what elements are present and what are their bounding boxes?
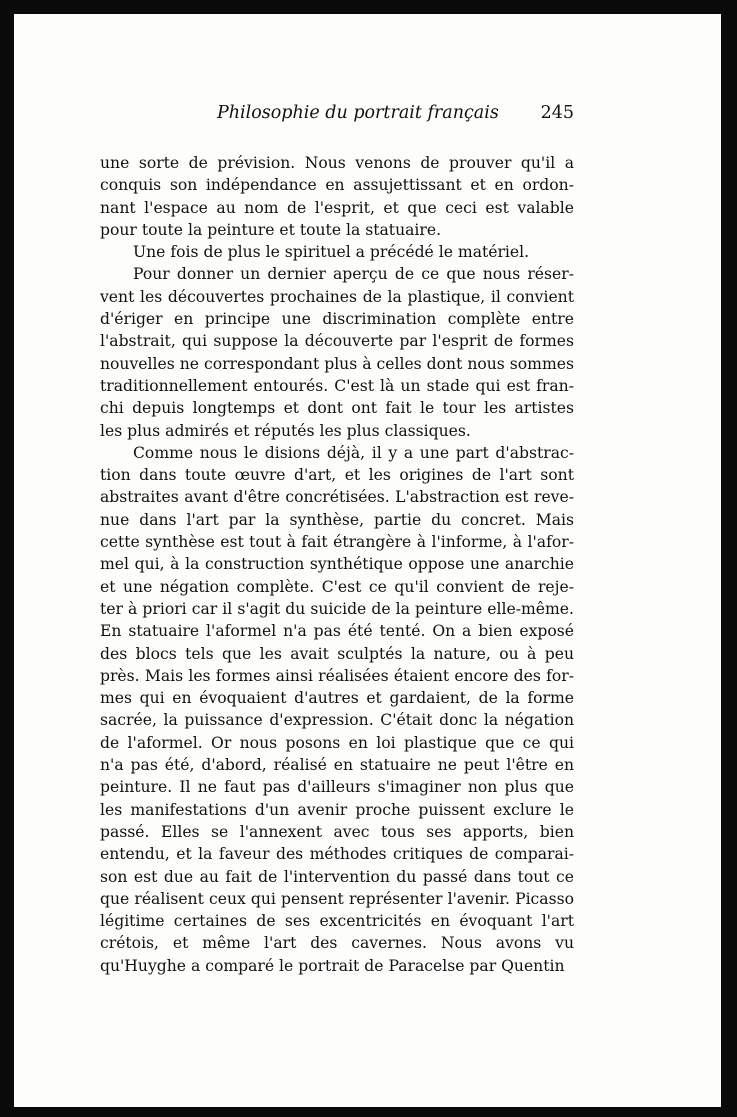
paragraph: [100, 152, 574, 241]
scan-border-bottom: [0, 1107, 737, 1117]
text-line: mes qui en évoquaient d'autres et gardaient, de la forme: [100, 689, 574, 708]
paragraph: [100, 241, 574, 263]
text-line: abstraites avant d'être concrétisées. L'abstraction est reve-: [100, 488, 574, 507]
text-line: que réalisent ceux qui pensent représenter l'avenir. Picasso: [100, 889, 574, 908]
text-line: nouvelles ne correspondant plus à celles dont nous sommes: [100, 354, 574, 373]
text-line: des blocs tels que les avait sculptés la nature, ou à peu: [100, 644, 574, 663]
text-line: nue dans l'art par la synthèse, partie du concret. Mais: [100, 510, 574, 529]
scan-border-left: [0, 0, 14, 1117]
text-line: une sorte de prévision. Nous venons de prouver qu'il a: [100, 154, 574, 172]
running-head: [100, 103, 574, 127]
text-line: traditionnellement entourés. C'est là un stade qui est fran-: [100, 376, 574, 395]
scan-border-top: [0, 0, 737, 14]
text-line: et une négation complète. C'est ce qu'il convient de reje-: [100, 577, 574, 596]
text-line: qu'Huyghe a comparé le portrait de Paracelse par Quentin: [100, 956, 565, 975]
text-line: sacrée, la puissance d'expression. C'était donc la négation: [100, 711, 574, 730]
text-line: les manifestations d'un avenir proche puissent exclure le: [100, 800, 574, 819]
text-line: vent les découvertes prochaines de la plastique, il convient: [100, 287, 574, 306]
text-line: mel qui, à la construction synthétique oppose une anarchie: [100, 555, 574, 574]
text-line: près. Mais les formes ainsi réalisées étaient encore des for-: [100, 666, 574, 685]
text-line: Une fois de plus le spirituel a précédé le matériel.: [133, 243, 530, 262]
text-line: tion dans toute œuvre d'art, et les origines de l'art sont: [100, 466, 574, 485]
text-line: cette synthèse est tout à fait étrangère à l'informe, à l'afor-: [100, 533, 574, 552]
text-line: d'ériger en principe une discrimination complète entre: [100, 310, 574, 329]
text-line: En statuaire l'aformel n'a pas été tenté. On a bien exposé: [100, 622, 574, 641]
text-line: nant l'espace au nom de l'esprit, et que ceci est valable: [100, 198, 574, 217]
text-line: Pour donner un dernier aperçu de ce que nous réser-: [133, 265, 574, 284]
paragraph: [100, 263, 574, 441]
text-line: Comme nous le disions déjà, il y a une part d'abstrac-: [133, 443, 574, 462]
text-line: de l'aformel. Or nous posons en loi plastique que ce qui: [100, 733, 574, 752]
text-line: pour toute la peinture et toute la statuaire.: [100, 220, 442, 239]
page-number: 245: [540, 103, 574, 123]
text-line: les plus admirés et réputés les plus classiques.: [100, 421, 471, 440]
body-text: [100, 152, 574, 977]
running-head-title: Philosophie du portrait français: [217, 103, 499, 123]
text-line: ter à priori car il s'agit du suicide de la peinture elle-même.: [100, 599, 574, 618]
text-line: l'abstrait, qui suppose la découverte par l'esprit de formes: [100, 332, 574, 351]
text-line: crétois, et même l'art des cavernes. Nous avons vu: [100, 934, 574, 953]
text-line: chi depuis longtemps et dont ont fait le tour les artistes: [100, 399, 574, 418]
scan-border-right: [721, 0, 737, 1117]
text-line: entendu, et la faveur des méthodes critiques de comparai-: [100, 845, 574, 864]
text-line: peinture. Il ne faut pas d'ailleurs s'imaginer non plus que: [100, 778, 574, 797]
paragraph: [100, 442, 574, 977]
text-line: passé. Elles se l'annexent avec tous ses apports, bien: [100, 822, 574, 841]
text-line: conquis son indépendance en assujettissant et en ordon-: [100, 176, 574, 195]
text-line: son est due au fait de l'intervention du passé dans tout ce: [100, 867, 574, 886]
text-line: n'a pas été, d'abord, réalisé en statuaire ne peut l'être en: [100, 756, 574, 775]
text-line: légitime certaines de ses excentricités en évoquant l'art: [100, 912, 574, 931]
